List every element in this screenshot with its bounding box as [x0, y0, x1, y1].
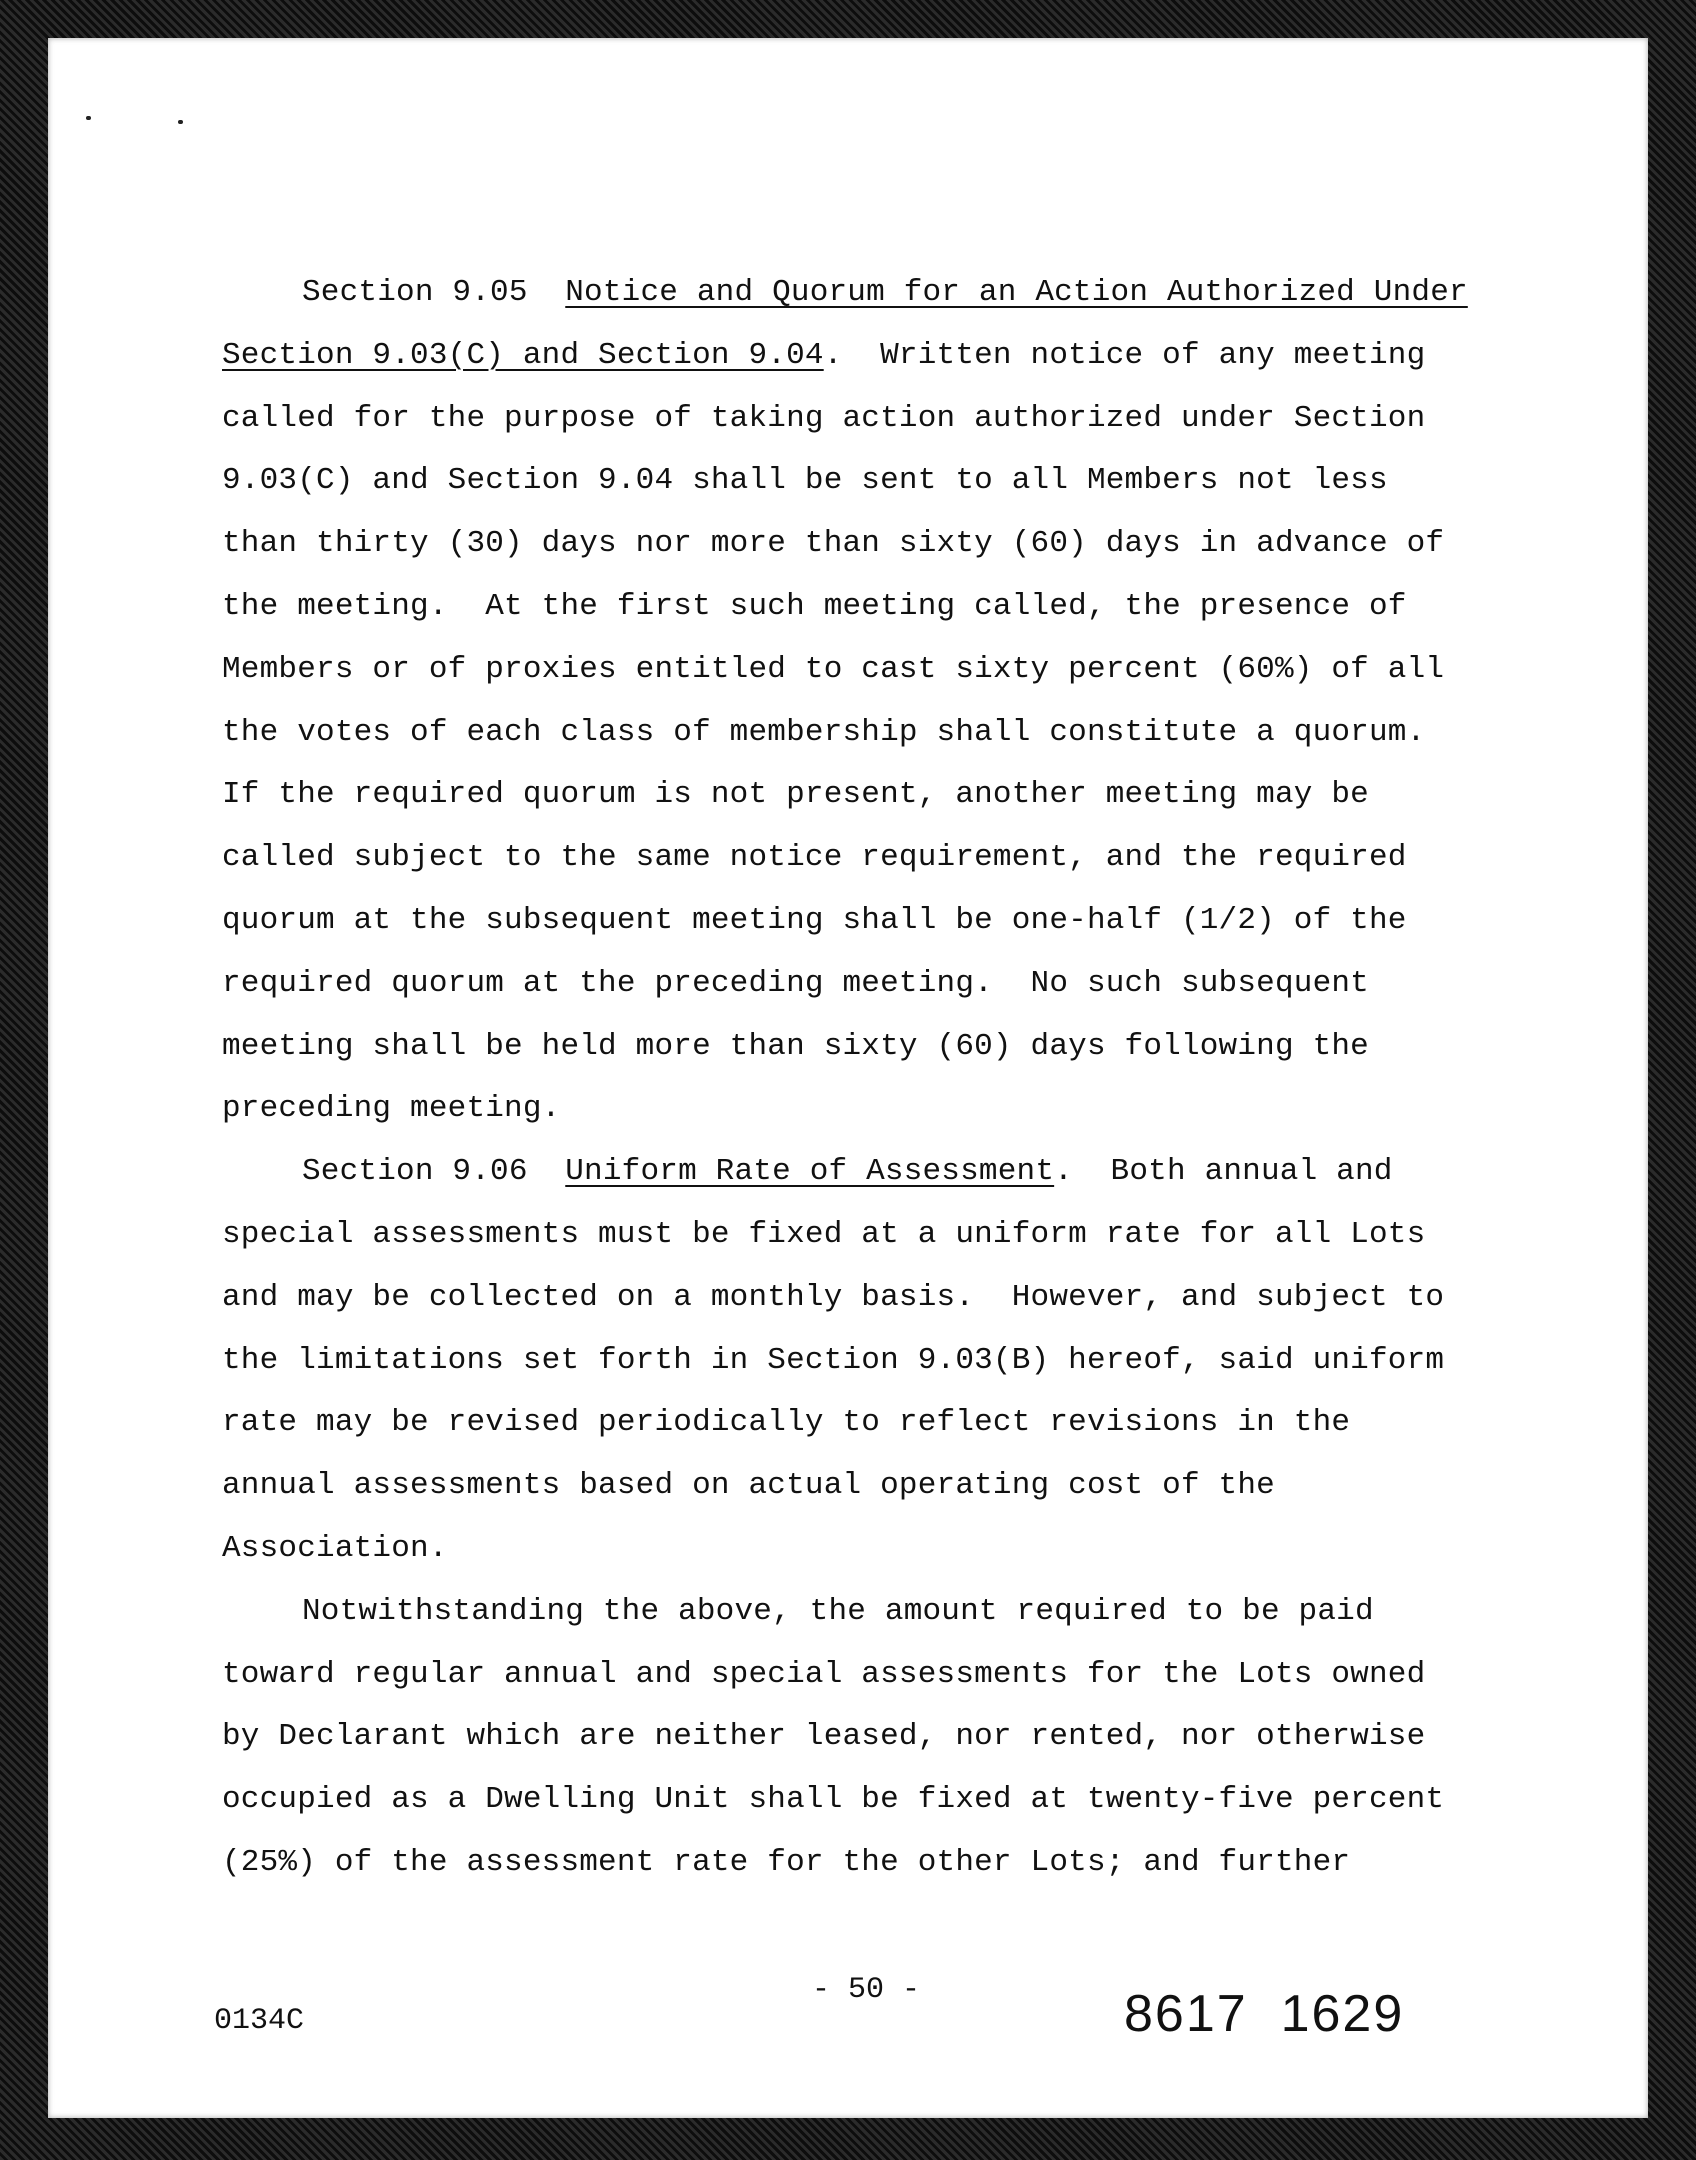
- text-segment: by Declarant which are neither leased, nor rented, nor otherwise: [222, 1719, 1426, 1755]
- text-segment: (25%) of the assessment rate for the other Lots; and further: [222, 1844, 1351, 1880]
- text-line: [222, 1832, 1482, 1895]
- text-line: [222, 1392, 1482, 1455]
- text-line: [222, 1644, 1482, 1707]
- text-segment: quorum at the subsequent meeting shall be one-half (1/2) of the: [222, 902, 1407, 938]
- text-line: [222, 1141, 1482, 1204]
- text-line: [222, 827, 1482, 890]
- text-line: [222, 576, 1482, 639]
- text-segment: toward regular annual and special assessments for the Lots owned: [222, 1656, 1426, 1692]
- section-heading: Uniform Rate of Assessment: [565, 1154, 1055, 1190]
- text-segment: and may be collected on a monthly basis. However, and subject to: [222, 1279, 1445, 1315]
- text-line: [222, 1267, 1482, 1330]
- text-line: [222, 1518, 1482, 1581]
- text-line: [222, 1581, 1482, 1644]
- text-segment: If the required quorum is not present, another meeting may be: [222, 777, 1369, 813]
- section-heading: Section 9.03(C) and Section 9.04: [222, 337, 824, 373]
- text-segment: the limitations set forth in Section 9.03(B) hereof, said uniform: [222, 1342, 1445, 1378]
- text-segment: . Both annual and: [1054, 1154, 1393, 1190]
- text-line: [222, 953, 1482, 1016]
- text-segment: called subject to the same notice requirement, and the required: [222, 840, 1407, 876]
- text-segment: meeting shall be held more than sixty (60) days following the: [222, 1028, 1369, 1064]
- text-line: [222, 1204, 1482, 1267]
- text-line: [222, 450, 1482, 513]
- text-line: [222, 764, 1482, 827]
- text-segment: occupied as a Dwelling Unit shall be fixed at twenty-five percent: [222, 1782, 1445, 1818]
- document-body: [222, 262, 1482, 1895]
- text-segment: Section 9.06: [302, 1154, 566, 1190]
- text-segment: than thirty (30) days nor more than sixty (60) days in advance of: [222, 526, 1445, 562]
- text-segment: Notwithstanding the above, the amount required to be paid: [302, 1593, 1374, 1629]
- text-line: [222, 1016, 1482, 1079]
- text-segment: rate may be revised periodically to reflect revisions in the: [222, 1405, 1351, 1441]
- scan-speck: [86, 116, 91, 120]
- text-segment: the votes of each class of membership shall constitute a quorum.: [222, 714, 1426, 750]
- text-segment: Association.: [222, 1530, 448, 1566]
- text-segment: 9.03(C) and Section 9.04 shall be sent to all Members not less: [222, 463, 1388, 499]
- scan-speck: [178, 120, 183, 124]
- text-line: [222, 639, 1482, 702]
- text-segment: the meeting. At the first such meeting called, the presence of: [222, 588, 1407, 624]
- text-line: [222, 1455, 1482, 1518]
- text-line: [222, 1706, 1482, 1769]
- text-segment: special assessments must be fixed at a uniform rate for all Lots: [222, 1216, 1426, 1252]
- text-segment: annual assessments based on actual operating cost of the: [222, 1468, 1275, 1504]
- page-number: - 50 -: [812, 1973, 921, 2007]
- record-stamp: 8617 1629: [1124, 1985, 1405, 2043]
- text-segment: required quorum at the preceding meeting. No such subsequent: [222, 965, 1369, 1001]
- text-segment: preceding meeting.: [222, 1091, 561, 1127]
- text-line: [222, 325, 1482, 388]
- text-line: [222, 1769, 1482, 1832]
- section-heading: Notice and Quorum for an Action Authorized Under: [565, 275, 1468, 310]
- text-line: [222, 388, 1482, 451]
- document-code: 0134C: [214, 2004, 305, 2038]
- text-segment: . Written notice of any meeting: [823, 337, 1426, 373]
- text-line: [222, 1330, 1482, 1393]
- text-line: [222, 702, 1482, 765]
- text-line: [222, 513, 1482, 576]
- text-segment: Section 9.05: [302, 275, 566, 310]
- text-line: [222, 890, 1482, 953]
- text-line: [222, 262, 1482, 325]
- text-segment: called for the purpose of taking action authorized under Section: [222, 400, 1426, 436]
- text-segment: Members or of proxies entitled to cast sixty percent (60%) of all: [222, 651, 1445, 687]
- text-line: [222, 1078, 1482, 1141]
